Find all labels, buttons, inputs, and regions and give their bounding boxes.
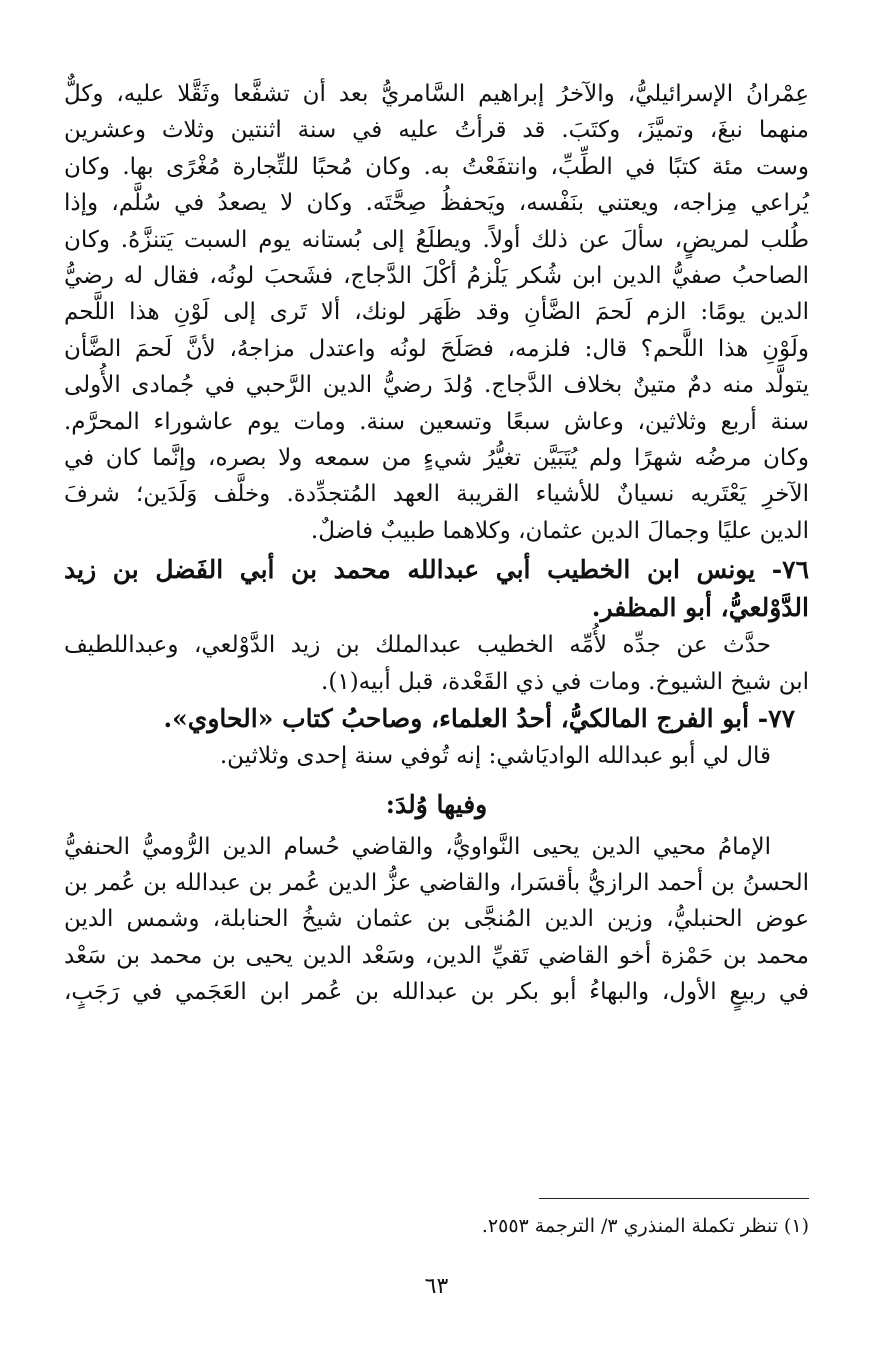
text-line: عِمْرانُ الإسرائيليُّ، والآخرُ إبراهيم السَّامريُّ بعد أن تشفَّعا وثَقَّلا عليه، وكلٌّ	[64, 81, 809, 107]
heading-line: الدَّوْلعيُّ، أبو المظفر.	[591, 593, 809, 623]
section-title-births: وفيها وُلدَ:	[385, 789, 488, 819]
paragraph-biography-continuation	[64, 76, 809, 549]
heading-line: ٧٧- أبو الفرج المالكيُّ، أحدُ العلماء، وصاحبُ كتاب «الحاوي».	[163, 704, 795, 734]
text-line: الإمامُ محيي الدين يحيى النَّواويُّ، والقاضي حُسام الدين الرُّوميُّ الحنفيُّ	[64, 833, 771, 860]
text-line: الحسنُ بن أحمد الرازيُّ بأقسَرا، والقاضي عزُّ الدين عُمر بن عبدالله بن عُمر بن	[64, 869, 809, 896]
entry-77	[64, 700, 809, 774]
births-paragraph	[64, 829, 809, 1011]
page-number: ٦٣	[424, 1274, 449, 1299]
entry-77-body	[64, 738, 809, 774]
text-line: محمد بن حَمْزة أخو القاضي تَقيِّ الدين، وسَعْد الدين يحيى بن محمد بن سَعْد	[64, 942, 809, 969]
text-line: يتولَّد منه دمٌ متينٌ بخلاف الدَّجاج. وُلدَ رضيُّ الدين الرَّحبي في جُمادى الأُولى	[64, 372, 809, 399]
text-line: وكان مرضُه شهرًا ولم يُتَبَيَّن تغيُّرُ شيءٍ من سمعه ولا بصره، وإنَّما كان في	[64, 445, 809, 472]
text-line: في ربيعٍ الأول، والبهاءُ أبو بكر بن عبدالله بن عُمر ابن العَجَمي في رَجَبٍ،	[64, 979, 809, 1006]
footnote: (١) تنظر تكملة المنذري ٣/ الترجمة ٢٥٥٣.	[481, 1215, 809, 1237]
text-line: الصاحبُ صفيُّ الدين ابن شُكر يَلْزمُ أكْلَ الدَّجاج، فشَحبَ لونُه، فقال له رضيُّ	[64, 263, 809, 290]
entry-77-heading	[64, 700, 809, 738]
heading-line: ٧٦- يونس ابن الخطيب أبي عبدالله محمد بن أبي الفَضل بن زيد	[64, 555, 809, 585]
text-line: وست مئة كتبًا في الطِّبِّ، وانتفَعْتُ به. وكان مُحبًا للتِّجارة مُغْرًى بها. وكان	[64, 153, 809, 180]
text-line: ولَوْنِ هذا اللَّحم؟ قال: فلزمه، فصَلَحَ لونُه واعتدل مزاجهُ، لأنَّ لَحمَ الضَّأن	[64, 335, 809, 362]
text-line: الدين عليًا وجمالَ الدين عثمان، وكلاهما طبيبٌ فاضلٌ.	[310, 517, 809, 544]
text-line: حدَّث عن جدِّه لأُمِّه الخطيب عبدالملك بن زيد الدَّوْلعي، وعبداللطيف	[64, 632, 771, 659]
text-line: يُراعي مِزاجه، ويعتني بنَفْسه، ويَحفظُ صِحَّتَه. وكان لا يصعدُ في سُلَّم، وإذا	[64, 190, 809, 217]
text-line: طُلب لمريضٍ، سألَ عن ذلك أولاً. ويطلَعُ إلى بُستانه يوم السبت يَتنزَّهُ. وكان	[64, 226, 809, 253]
entry-76-body	[64, 627, 809, 700]
text-line: ابن شيخ الشيوخ. ومات في ذي القَعْدة، قبل أبيه(١).	[321, 668, 809, 695]
text-line: سنة أربع وثلاثين، وعاش سبعًا وتسعين سنة. ومات يوم عاشوراء المحرَّم.	[64, 408, 809, 435]
text-line: قال لي أبو عبدالله الواديَاشي: إنه تُوفي سنة إحدى وثلاثين.	[219, 743, 771, 770]
entry-76-heading	[64, 551, 809, 627]
entry-76	[64, 551, 809, 700]
text-line: الدين يومًا: الزم لَحمَ الضَّأنِ وقد ظَهَر لونك، ألا تَرى إلى لَوْنِ هذا اللَّحم	[64, 299, 809, 326]
text-line: منهما نبغَ، وتميَّزَ، وكتَبَ. قد قرأتُ عليه في سنة اثنتين وثلاث وعشرين	[64, 117, 809, 144]
text-line: الآخرِ يَعْتَريه نسيانٌ للأشياء القريبة العهد المُتجدِّدة. وخلَّف وَلَدَين؛ شرفَ	[64, 481, 809, 508]
text-line: عوض الحنبليُّ، وزين الدين المُنجَّى بن عثمان شيخُ الحنابلة، وشمس الدين	[64, 906, 809, 933]
footnote-divider	[539, 1198, 809, 1199]
